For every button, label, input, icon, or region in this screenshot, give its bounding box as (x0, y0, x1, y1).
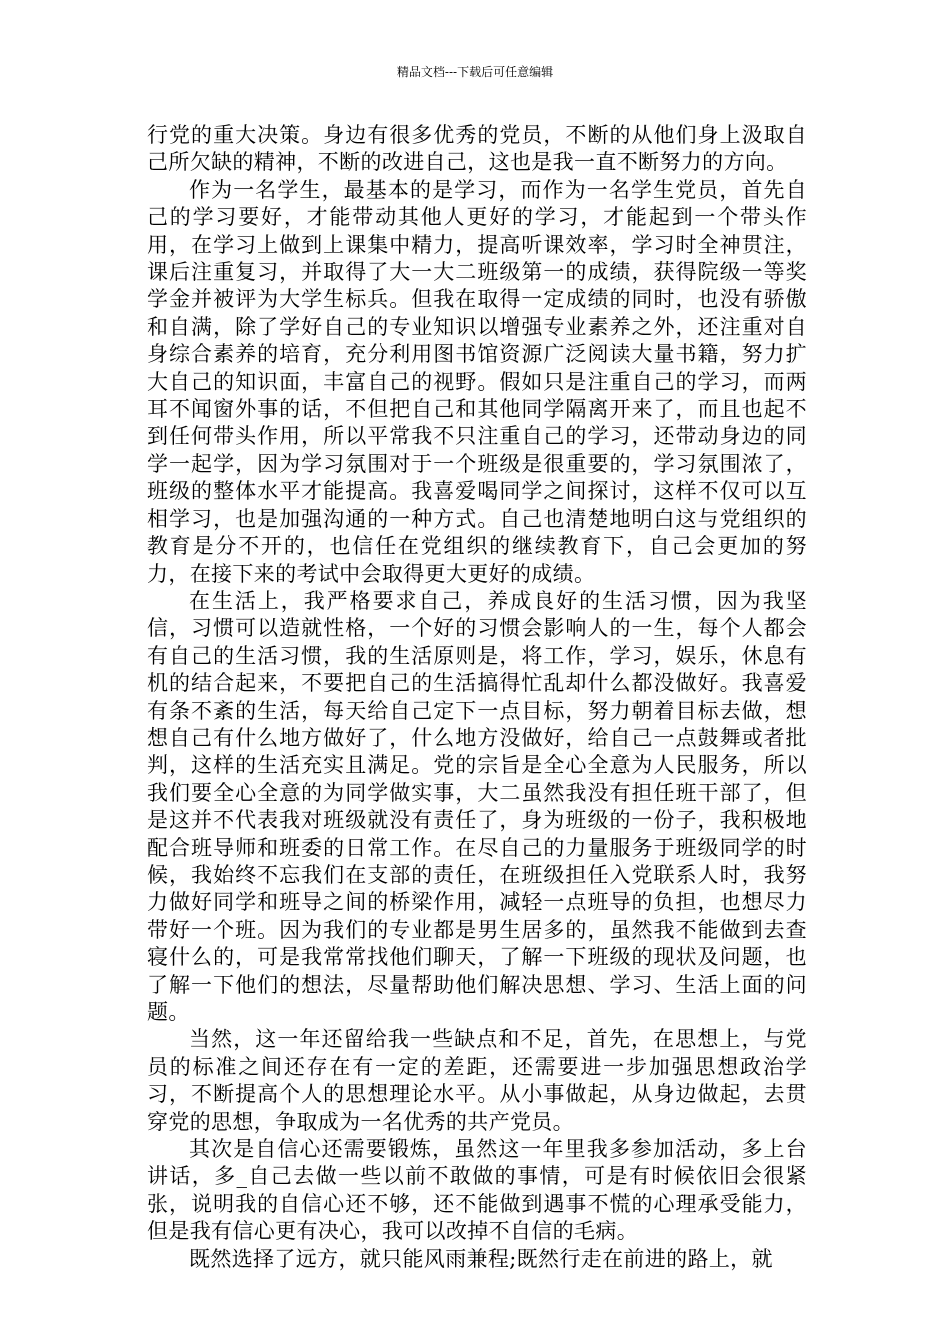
paragraph-2: 作为一名学生，最基本的是学习，而作为一名学生党员，首先自己的学习要好，才能带动其他人更好的学习，才能起到一个带头作用，在学习上做到上课集中精力，提高听课效率，学习时全神贯注，课后注重复习，并取得了大一大二班级第一的成绩，获得院级一等奖学金并被评为大学生标兵。但我在取得一定成绩的同时，也没有骄傲和自满，除了学好自己的专业知识以增强专业素养之外，还注重对自身综合素养的培育，充分利用图书馆资源广泛阅读大量书籍，努力扩大自己的知识面，丰富自己的视野。假如只是注重自己的学习，而两耳不闻窗外事的话，不但把自己和其他同学隔离开来了，而且也起不到任何带头作用，所以平常我不只注重自己的学习，还带动身边的同学一起学，因为学习氛围对于一个班级是很重要的，学习氛围浓了，班级的整体水平才能提高。我喜爱喝同学之间探讨，这样不仅可以互相学习，也是加强沟通的一种方式。自己也清楚地明白这与党组织的教育是分不开的，也信任在党组织的继续教育下，自己会更加的努力，在接下来的考试中会取得更大更好的成绩。 (147, 177, 807, 586)
paragraph-6: 既然选择了远方，就只能风雨兼程;既然行走在前进的路上，就 (189, 1246, 773, 1271)
paragraph-1: 行党的重大决策。身边有很多优秀的党员，不断的从他们身上汲取自己所欠缺的精神，不断的改进自己，这也是我一直不断努力的方向。 (147, 123, 807, 175)
paragraph-5: 其次是自信心还需要锻炼，虽然这一年里我多参加活动，多上台讲话，多_自己去做一些以前不敢做的事情，可是有时候依旧会很紧张，说明我的自信心还不够，还不能做到遇事不慌的心理承受能力，但是我有信心更有决心，我可以改掉不自信的毛病。 (147, 1137, 807, 1244)
document-body (147, 122, 807, 1273)
paragraph-3: 在生活上，我严格要求自己，养成良好的生活习惯，因为我坚信，习惯可以造就性格，一个好的习惯会影响人的一生，每个人都会有自己的生活习惯，我的生活原则是，将工作，学习，娱乐，休息有机的结合起来，不要把自己的生活搞得忙乱却什么都没做好。我喜爱有条不紊的生活，每天给自己定下一点目标，努力朝着目标去做，想想自己有什么地方做好了，什么地方没做好，给自己一点鼓舞或者批判，这样的生活充实且满足。党的宗旨是全心全意为人民服务，所以我们要全心全意的为同学做实事，大二虽然我没有担任班干部了，但是这并不代表我对班级就没有责任了，身为班级的一份子，我积极地配合班导师和班委的日常工作。在尽自己的力量服务于班级同学的时候，我始终不忘我们在支部的责任，在班级担任入党联系人时，我努力做好同学和班导之间的桥梁作用，减轻一点班导的负担，也想尽力带好一个班。因为我们的专业都是男生居多的，虽然我不能做到去查寝什么的，可是我常常找他们聊天，了解一下班级的现状及问题，也了解一下他们的想法，尽量帮助他们解决思想、学习、生活上面的问题。 (147, 588, 807, 1024)
page-header: 精品文档---下载后可任意编辑 (396, 65, 554, 79)
paragraph-4: 当然，这一年还留给我一些缺点和不足，首先，在思想上，与党员的标准之间还存在有一定的差距，还需要进一步加强思想政治学习，不断提高个人的思想理论水平。从小事做起，从身边做起，去贯穿党的思想，争取成为一名优秀的共产党员。 (147, 1027, 807, 1134)
